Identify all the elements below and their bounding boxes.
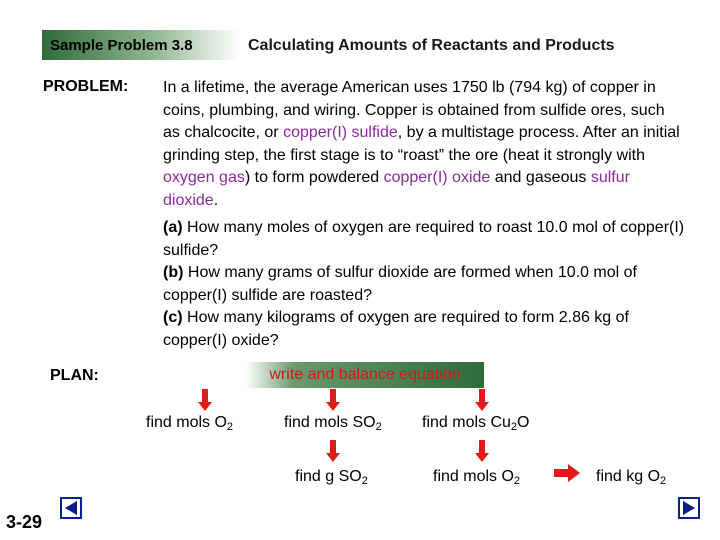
question-text: How many kilograms of oxygen are required to form 2.86 kg of copper(I) oxide? [163, 309, 629, 349]
step-text: find mols O [433, 468, 514, 485]
highlighted-term: oxygen gas [163, 169, 245, 186]
paragraph-text: , by a multistage process. After an initial grinding step, the first stage is to “roast” the ore (heat it strongly with [163, 124, 680, 164]
step-find-kg-o2 [596, 468, 666, 487]
problem-paragraph [163, 77, 683, 212]
triangle-right-icon [680, 499, 698, 517]
highlighted-term: copper(I) oxide [383, 169, 491, 186]
step-find-mols-so2 [284, 414, 382, 433]
question-c [163, 307, 688, 352]
arrow-down-icon [475, 389, 489, 411]
step-subscript: 2 [375, 421, 382, 433]
question-tag: (b) [163, 264, 184, 281]
question-text: How many moles of oxygen are required to roast 10.0 mol of copper(I) sulfide? [163, 219, 685, 259]
question-b [163, 262, 688, 307]
step-text: find mols Cu [422, 414, 511, 431]
question-text: How many grams of sulfur dioxide are formed when 10.0 mol of copper(I) sulfide are roasted? [163, 264, 637, 304]
step-subscript: 2 [361, 475, 368, 487]
plan-box-text: write and balance equation [269, 366, 461, 383]
arrow-down-icon [326, 389, 340, 411]
next-slide-button[interactable] [678, 497, 700, 519]
paragraph-text: and gaseous [490, 169, 591, 186]
step-subscript: 2 [226, 421, 234, 433]
step-subscript: 2 [510, 421, 518, 433]
questions [163, 217, 688, 352]
step-find-g-so2 [295, 468, 368, 487]
arrow-right-icon [554, 464, 580, 482]
question-a [163, 217, 688, 262]
arrow-down-icon [326, 440, 340, 462]
triangle-left-icon [62, 499, 80, 517]
previous-slide-button[interactable] [60, 497, 82, 519]
step-subscript: 2 [660, 475, 667, 487]
page-title: Calculating Amounts of Reactants and Products [248, 37, 615, 54]
step-text: find mols SO [284, 414, 376, 431]
step-subscript: 2 [513, 475, 521, 487]
paragraph-text: In a lifetime, the average American uses 1750 lb (794 kg) of copper in coins, plumbing, and wiring. Copper is obtained from sulfide ores, such as chalcocite, or [163, 79, 665, 141]
step-find-mols-cu2o [422, 414, 530, 433]
highlighted-term: copper(I) sulfide [283, 124, 398, 141]
arrow-down-icon [475, 440, 489, 462]
step-text: find g SO [295, 468, 362, 485]
problem-text [163, 77, 683, 212]
sample-problem-label: Sample Problem 3.8 [50, 37, 193, 54]
step-text: find kg O [596, 468, 661, 485]
arrow-down-icon [198, 389, 212, 411]
plan-label: PLAN: [50, 367, 99, 384]
step-text-tail: O [517, 414, 530, 431]
question-tag: (c) [163, 309, 183, 326]
paragraph-text: ) to form powdered [244, 169, 384, 186]
highlighted-term: sulfur dioxide [163, 169, 630, 209]
slide-number: 3-29 [6, 512, 43, 532]
question-tag: (a) [163, 219, 183, 236]
step-find-mols-o2-from-cu2o [433, 468, 520, 487]
step-text: find mols O [146, 414, 227, 431]
step-find-mols-o2 [146, 414, 233, 433]
paragraph-text: . [213, 191, 219, 209]
problem-label: PROBLEM: [43, 78, 129, 95]
